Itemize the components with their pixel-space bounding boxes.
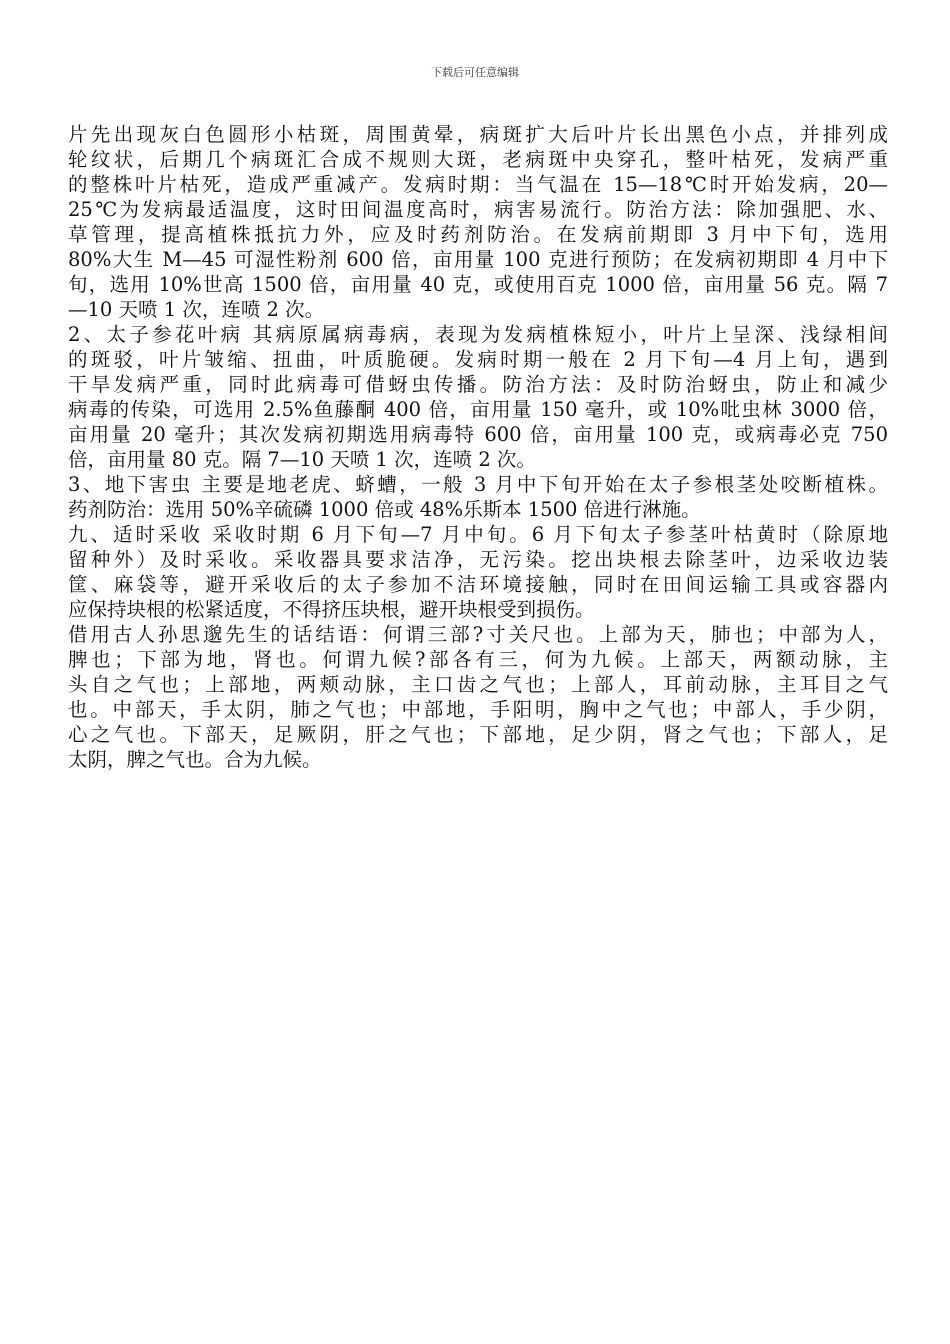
text-line: 也。中部天，手太阴，肺之气也；中部地，手阳明，胸中之气也；中部人，手少阴， [68, 698, 888, 721]
text-line: 太阴，脾之气也。合为九候。 [68, 748, 322, 771]
document-body [68, 122, 888, 772]
text-line: 病毒的传染，可选用 2.5%鱼藤酮 400 倍，亩用量 150 毫升，或 10%吡虫林 3000 倍， [68, 398, 888, 421]
text-line: 干旱发病严重，同时此病毒可借蚜虫传播。防治方法：及时防治蚜虫，防止和减少 [68, 373, 888, 396]
text-line: 草管理，提高植株抵抗力外，应及时药剂防治。在发病前期即 3 月中下旬，选用 [68, 223, 888, 246]
text-line: —10 天喷 1 次，连喷 2 次。 [68, 298, 325, 321]
text-line: 的整株叶片枯死，造成严重减产。发病时期：当气温在 15—18℃时开始发病，20— [68, 173, 888, 196]
text-line: 的斑驳，叶片皱缩、扭曲，叶质脆硬。发病时期一般在 2 月下旬—4 月上旬，遇到 [68, 348, 888, 371]
text-line: 留种外）及时采收。采收器具要求洁净，无污染。挖出块根去除茎叶，边采收边装 [68, 548, 888, 571]
text-line: 旬，选用 10%世高 1500 倍，亩用量 40 克，或使用百克 1000 倍，亩用量 56 克。隔 7 [68, 273, 888, 296]
text-line: 药剂防治：选用 50%辛硫磷 1000 倍或 48%乐斯本 1500 倍进行淋施。 [68, 498, 701, 521]
text-line: 片先出现灰白色圆形小枯斑，周围黄晕，病斑扩大后叶片长出黑色小点，并排列成 [68, 123, 888, 146]
text-line: 3、地下害虫 主要是地老虎、蛴螬，一般 3 月中下旬开始在太子参根茎处咬断植株。 [68, 473, 888, 496]
text-line: 倍，亩用量 80 克。隔 7—10 天喷 1 次，连喷 2 次。 [68, 448, 536, 471]
text-line: 九、适时采收 采收时期 6 月下旬—7 月中旬。6 月下旬太子参茎叶枯黄时（除原地 [68, 523, 888, 546]
text-line: 应保持块根的松紧适度，不得挤压块根，避开块根受到损伤。 [68, 598, 595, 621]
text-line: 脾也；下部为地，肾也。何谓九候?部各有三，何为九候。上部天，两额动脉，主 [68, 648, 888, 671]
text-line: 轮纹状，后期几个病斑汇合成不规则大斑，老病斑中央穿孔，整叶枯死，发病严重 [68, 148, 888, 171]
text-line: 心之气也。下部天，足厥阴，肝之气也；下部地，足少阴，肾之气也；下部人，足 [68, 723, 888, 746]
text-line: 80%大生 M—45 可湿性粉剂 600 倍，亩用量 100 克进行预防；在发病初期即 4 月中下 [68, 248, 888, 271]
text-line: 2、太子参花叶病 其病原属病毒病，表现为发病植株短小，叶片上呈深、浅绿相间 [68, 323, 888, 346]
text-line: 筐、麻袋等，避开采收后的太子参加不洁环境接触，同时在田间运输工具或容器内 [68, 573, 888, 596]
text-line: 25℃为发病最适温度，这时田间温度高时，病害易流行。防治方法：除加强肥、水、 [68, 198, 888, 221]
text-line: 借用古人孙思邈先生的话结语：何谓三部?寸关尺也。上部为天，肺也；中部为人， [68, 623, 888, 646]
text-line: 头自之气也；上部地，两颊动脉，主口齿之气也；上部人，耳前动脉，主耳目之气 [68, 673, 888, 696]
text-line: 亩用量 20 毫升；其次发病初期选用病毒特 600 倍，亩用量 100 克，或病毒必克 750 [68, 423, 888, 446]
page-header: 下载后可任意编辑 [431, 66, 519, 79]
